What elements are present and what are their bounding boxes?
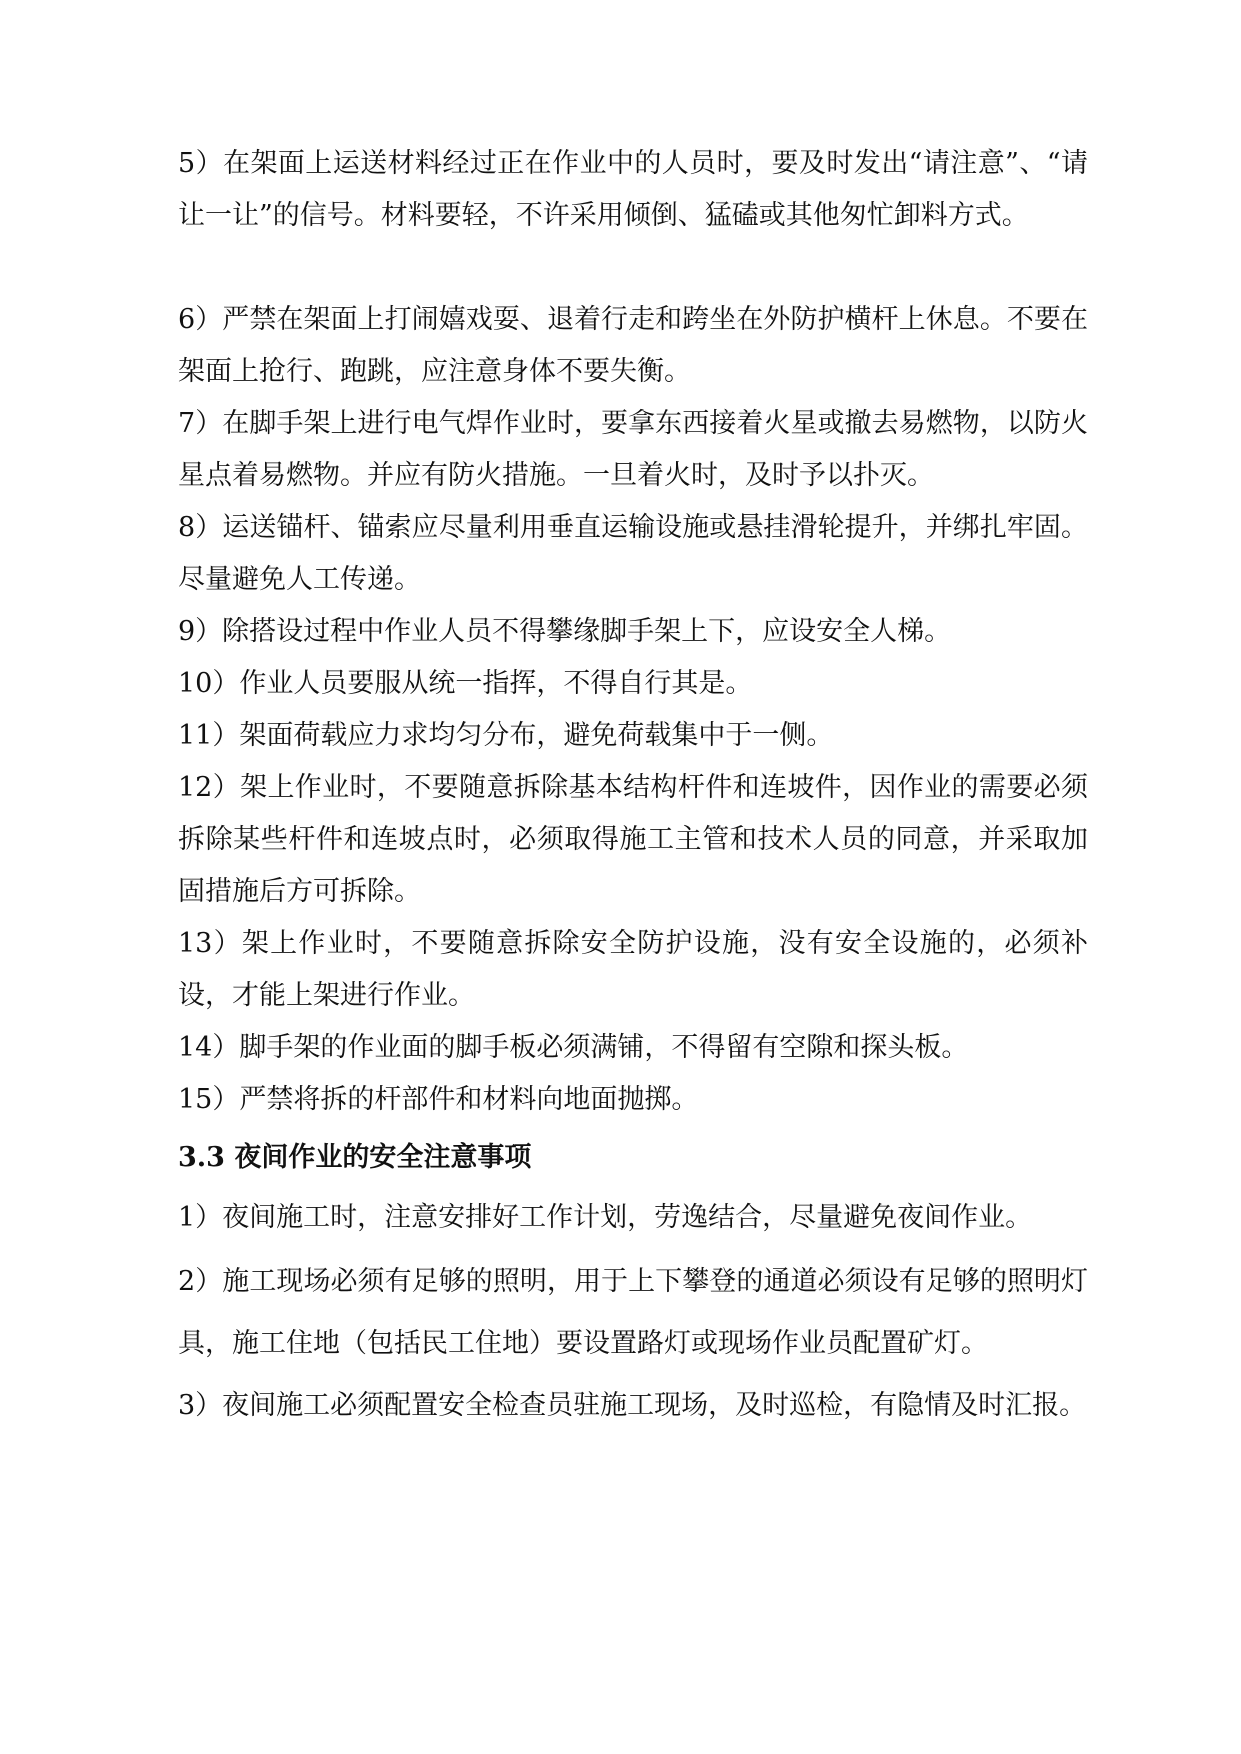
paragraph-item-15: 15）严禁将拆的杆部件和材料向地面抛掷。: [178, 1084, 699, 1115]
section-heading: 3.3 夜间作业的安全注意事项: [178, 1142, 532, 1173]
paragraph-item-6: 6）严禁在架面上打闹嬉戏耍、退着行走和跨坐在外防护横杆上休息。不要在架面上抢行、跑跳，应注意身体不要失衡。: [178, 304, 1088, 387]
paragraph-item-12: 12）架上作业时，不要随意拆除基本结构杆件和连坡件，因作业的需要必须拆除某些杆件和连坡点时，必须取得施工主管和技术人员的同意，并采取加固措施后方可拆除。: [178, 772, 1088, 907]
paragraph-item-8: 8）运送锚杆、锚索应尽量利用垂直运输设施或悬挂滑轮提升，并绑扎牢固。尽量避免人工传递。: [178, 512, 1088, 595]
paragraph-item-5: 5）在架面上运送材料经过正在作业中的人员时，要及时发出“请注意”、“请让一让”的信号。材料要轻，不许采用倾倒、猛磕或其他匆忙卸料方式。: [178, 148, 1088, 231]
paragraph-night-2: 2）施工现场必须有足够的照明，用于上下攀登的通道必须设有足够的照明灯具，施工住地（包括民工住地）要设置路灯或现场作业员配置矿灯。: [178, 1266, 1088, 1359]
paragraph-night-3: 3）夜间施工必须配置安全检查员驻施工现场，及时巡检，有隐情及时汇报。: [178, 1390, 1087, 1421]
paragraph-item-14: 14）脚手架的作业面的脚手板必须满铺，不得留有空隙和探头板。: [178, 1032, 969, 1063]
paragraph-item-7: 7）在脚手架上进行电气焊作业时，要拿东西接着火星或撤去易燃物，以防火星点着易燃物。并应有防火措施。一旦着火时，及时予以扑灭。: [178, 408, 1088, 491]
paragraph-item-9: 9）除搭设过程中作业人员不得攀缘脚手架上下，应设安全人梯。: [178, 616, 952, 647]
paragraph-item-10: 10）作业人员要服从统一指挥，不得自行其是。: [178, 668, 753, 699]
paragraph-item-13: 13）架上作业时，不要随意拆除安全防护设施，没有安全设施的，必须补设，才能上架进行作业。: [178, 928, 1088, 1011]
paragraph-item-11: 11）架面荷载应力求均匀分布，避免荷载集中于一侧。: [178, 720, 834, 751]
paragraph-night-1: 1）夜间施工时，注意安排好工作计划，劳逸结合，尽量避免夜间作业。: [178, 1202, 1033, 1233]
